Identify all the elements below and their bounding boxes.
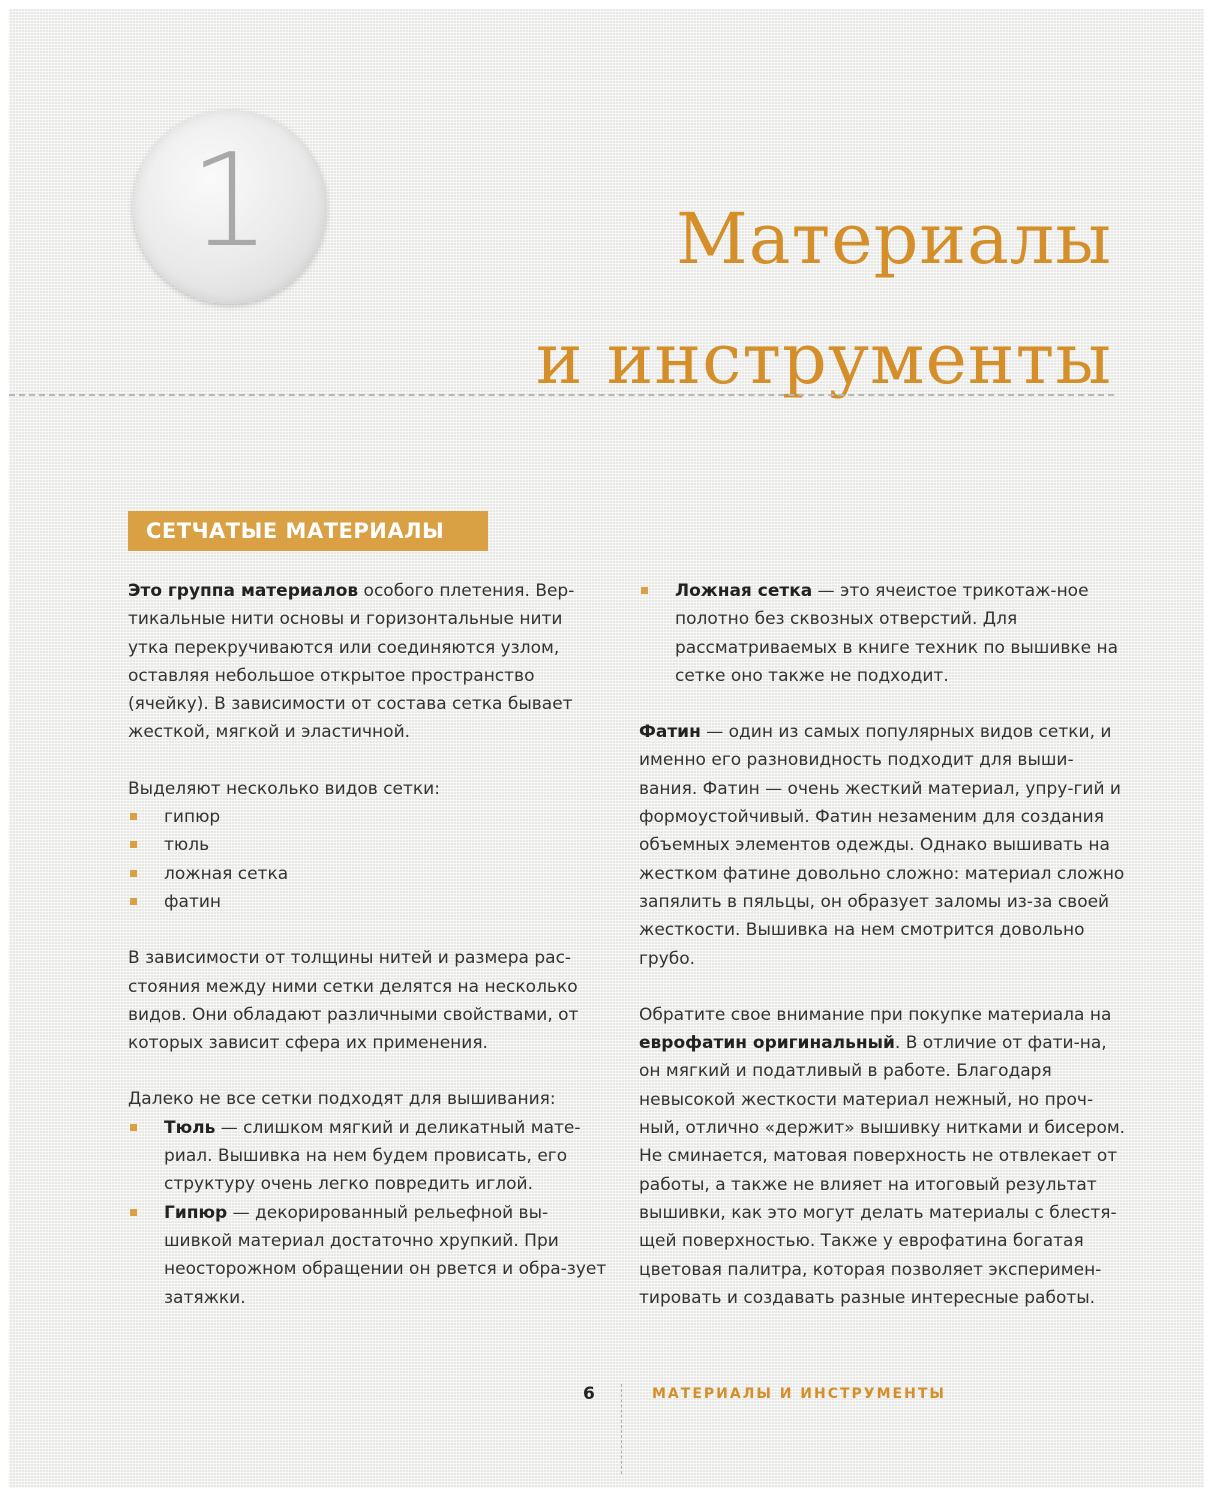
list-item-tulle bbox=[128, 1114, 608, 1199]
dashed-divider bbox=[9, 394, 1114, 396]
list-item: ложная сетка bbox=[128, 860, 608, 888]
paragraph-eurofatin bbox=[639, 1001, 1129, 1312]
intro-text: особого плетения. Вер-тикальные нити основы и горизонтальные нити утка перекручиваются или соединяются узлом, оставляя небольшое открытое пространство (ячейку). В зависимости от состава сетка бывает жесткой, мягкой и эластичной. bbox=[128, 581, 575, 743]
list-item-false-mesh bbox=[639, 577, 1129, 690]
section-label: СЕТЧАТЫЕ МАТЕРИАЛЫ bbox=[128, 511, 488, 551]
chapter-title bbox=[536, 179, 1112, 419]
footer-divider bbox=[621, 1384, 622, 1474]
list-item: фатин bbox=[128, 888, 608, 916]
page-number: 6 bbox=[583, 1384, 595, 1404]
unsuitable-list bbox=[128, 1114, 608, 1312]
eurofatin-start: Обратите свое внимание при покупке материала на bbox=[639, 1004, 1112, 1025]
chapter-number-badge bbox=[133, 110, 327, 304]
paragraph-tulle-fatin bbox=[639, 718, 1129, 973]
paragraph-suitability: Далеко не все сетки подходят для вышивания: bbox=[128, 1089, 556, 1110]
tulle-text: — слишком мягкий и деликатный мате-риал. Вышивка на нем будем провисать, его структуру очень легко повредить иглой. bbox=[164, 1117, 581, 1195]
unsuitable-list-continued bbox=[639, 577, 1129, 690]
list-item-guipure bbox=[128, 1199, 608, 1312]
running-title: МАТЕРИАЛЫ И ИНСТРУМЕНТЫ bbox=[652, 1386, 946, 1402]
eurofatin-bold: еврофатин оригинальный bbox=[639, 1033, 895, 1054]
left-column bbox=[128, 577, 608, 1312]
paragraph-thickness: В зависимости от толщины нитей и размера рас-стояния между ними сетки делятся на несколько видов. Они обладают различными свойствами, от которых зависит сфера их применения. bbox=[128, 948, 579, 1054]
guipure-text: — декорированный рельефной вы-шивкой материал достаточно хрупкий. При неосторожном обращении он рвется и обра-зует затяжки. bbox=[164, 1202, 607, 1308]
guipure-bold: Гипюр bbox=[164, 1202, 228, 1223]
paragraph-intro bbox=[128, 577, 608, 747]
types-intro: Выделяют несколько видов сетки: bbox=[128, 778, 440, 799]
false-mesh-text: — это ячеистое трикотаж-ное полотно без сквозных отверстий. Для рассматриваемых в книге техник по вышивке на сетке оно также не подходит. bbox=[675, 581, 1119, 686]
chapter-title-line2: и инструменты bbox=[535, 318, 1112, 400]
list-item: гипюр bbox=[128, 803, 608, 831]
false-mesh-bold: Ложная сетка bbox=[675, 581, 813, 601]
fatin-bold: Фатин bbox=[639, 722, 701, 743]
chapter-number: 1 bbox=[189, 127, 271, 276]
book-page bbox=[9, 9, 1204, 1488]
fatin-text: — один из самых популярных видов сетки, и именно его разновидность подходит для выши-вания. Фатин — очень жесткий материал, упру-гий и формоустойчивый. Фатин незаменим для создания объемных элементов одежды. Однако вышивать на жестком фатине довольно сложно: материал сложно запялить в пяльцы, он образует заломы из-за своей жесткости. Вышивка на нем смотрится довольно грубо. bbox=[639, 722, 1125, 969]
intro-bold: Это группа материалов bbox=[128, 581, 359, 601]
eurofatin-text: . В отличие от фати-на, он мягкий и податливый в работе. Благодаря невысокой жесткости материал нежный, но проч-ный, отлично «держит» вышивку нитками и бисером. Не сминается, матовая поверхность не отвлекает от работы, а также не влияет на итоговый результат вышивки, как это могут делать материалы с блестя-щей поверхностью. Также у еврофатина богатая цветовая палитра, которая позволяет эксперимен-тировать и создавать разные интересные работы. bbox=[639, 1033, 1126, 1308]
list-item: тюль bbox=[128, 831, 608, 859]
chapter-title-line1: Материалы bbox=[676, 198, 1112, 280]
right-column bbox=[639, 577, 1129, 1312]
tulle-bold: Тюль bbox=[164, 1117, 216, 1138]
types-list bbox=[128, 803, 608, 916]
